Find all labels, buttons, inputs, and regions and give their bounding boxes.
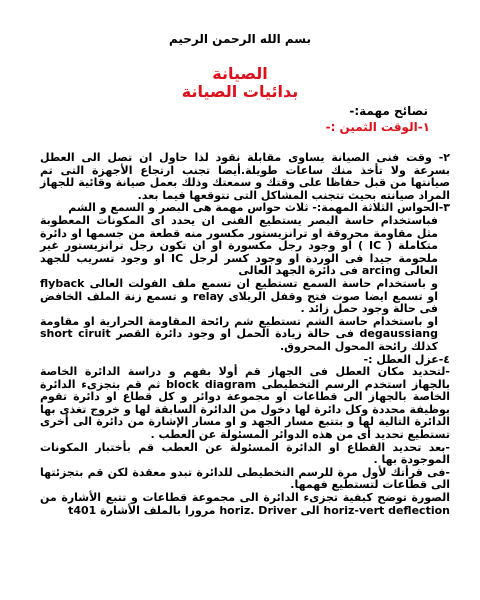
paragraph: الصورة توضح كيفية تجزىء الدائرة الى مجموعة قطاعات و تتبع الأشارة من horiz-vert deflection الى horiz. Driver مرورا بالملف الأشارة t401 [40, 491, 450, 517]
paragraph: ٤-عزل العطل :- [363, 352, 450, 366]
paragraph: ٣-الحواس الثلاثة المهمة:- ثلاث حواس مهمة هى البصر و السمع و الشم [68, 201, 450, 215]
tips-heading: نصائح مهمة:- [349, 104, 428, 118]
paragraph: -بعد تحديد القطاع او الدائرة المسئولة عن العطب قم بأختبار المكونات الموجودة بها . [40, 440, 450, 467]
paragraph: ٢- وقت فنى الصيانة يساوى مقابلة نقود لذا حاول ان تصل الى العطل بسرعة ولا تأخذ منك ساعات طويلة.أيضا تجنب ارتجاع الأجهزة التى تم صيانتها من قبل حفاظا على وقتك و سمعتك وذلك بعمل صيانة وقائية للجهاز المراد صيانته بحيث تتجنب المشاكل التى تتوقعها فيما بعد. [40, 151, 450, 202]
page-subtitle: بدائيات الصيانة [181, 82, 299, 101]
paragraph: -فى قرأتك لأول مرة للرسم التخطيطى للدائرة تبدو معقدة لكن قم بتجزئتها الى قطاعات لتستطيع فهمها. [40, 465, 450, 492]
body-text [40, 152, 450, 517]
section-heading: ١-الوقت الثمين :- [325, 120, 430, 134]
paragraph: او باستخدام حاسة الشم تستطيع شم رائحة المقاومة الحرارية او مقاومة degaussiang فى حالة زيادة الحمل او وجود دائرة القصر short ciruit كذلك رائحة المحول المحروق. [40, 314, 438, 353]
page-title: الصيانة [212, 64, 268, 83]
paragraph: -لتحديد مكان العطل فى الجهاز قم أولا بفهم و دراسة الدائرة الخاصة بالجهاز استخدم الرسم التخطيطى block diagram ثم قم بتجزىء الدائرة الخاصة بالجهاز الى قطاعات او مجموعة دوائر و كل قطاع او دائرة تقوم بوظيفة محددة وكل دائرة لها دخول من الدائرة السابقة لها و خروج تغذى بها الدائرة التالية لها و بتتبع مسار الجهد و او مسار الإشارة من دائرة الى أخرى تستطيع تحديد أى من هذه الدوائر المسئولة عن العطب . [40, 365, 450, 442]
paragraph: فباستخدام حاسة البصر يستطيع الفنى ان يحدد اى المكونات المعطوبة مثل مقاومة محروقة او ترانزيستور مكسور منه قطعة من جسمها او دائرة متكاملة ( IC ) او وجود رجل مكسورة او ان تكون رجل ترانزيستور غير ملحومة جيدا فى الوردة او وجود كسر لرجل IC او وجود تسريب للجهد العالى arcing فى دائرة الجهد العالى [40, 213, 438, 278]
basmala: بسم الله الرحمن الرحيم [168, 32, 312, 46]
paragraph: و باستخدام حاسة السمع تستطيع ان تسمع ملف الفولت العالى flyback او تسمع ايضا صوت فتح وقفل الريلاى relay و تسمع زنة الملف الخافض فى حالة وجود حمل زائد . [40, 276, 438, 316]
